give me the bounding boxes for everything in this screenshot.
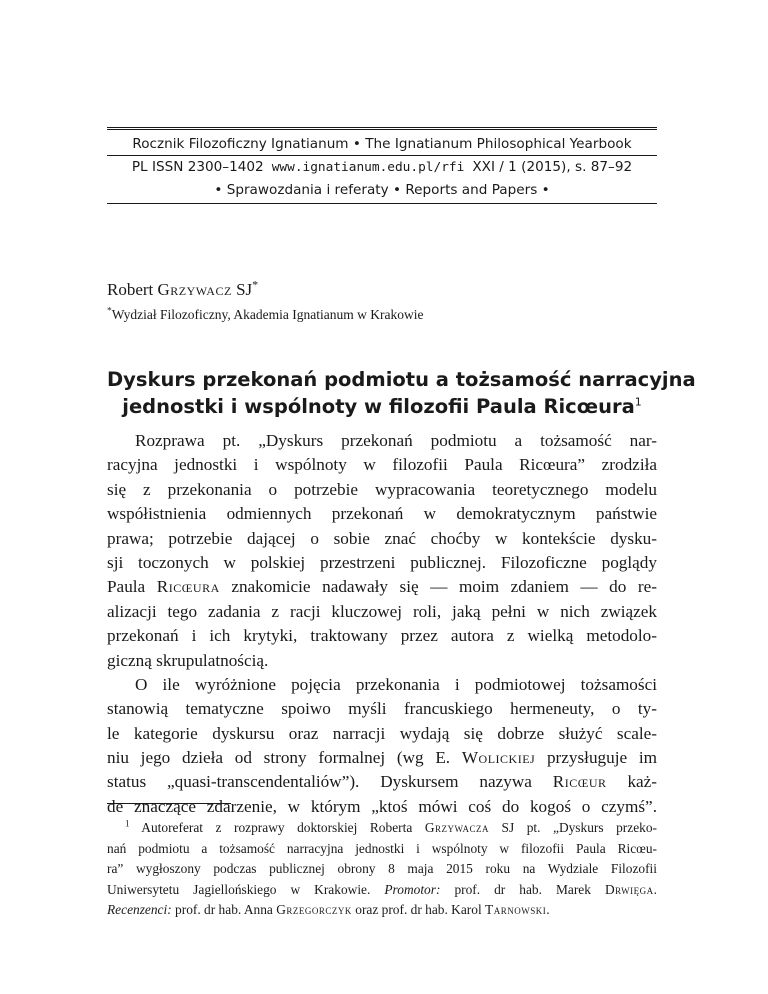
bullet: •: [214, 182, 223, 198]
footnote-line: [107, 880, 657, 901]
author-suffix: SJ: [236, 280, 253, 299]
promotor-label: Promotor:: [384, 881, 441, 897]
text-run: .: [653, 881, 657, 897]
footnote-rule: [107, 803, 231, 804]
text-run: .: [546, 902, 550, 918]
section-en: Reports and Papers: [405, 182, 538, 198]
body-text: [107, 429, 657, 819]
text-run: SJ pt. „Dyskurs przeko-: [501, 820, 657, 835]
paragraph-line: [107, 746, 657, 770]
paragraph-line: le kategorie dyskursu oraz narracji wydają się dobrze służyć scale-: [107, 723, 657, 743]
paragraph-line: giczną skrupulatnością.: [107, 650, 269, 670]
issn-line: [107, 156, 657, 179]
footnote: [107, 818, 657, 921]
section-pl: Sprawozdania i referaty: [226, 182, 389, 198]
paragraph-line: [107, 770, 657, 794]
section-line: [107, 179, 657, 201]
bullet: •: [541, 182, 550, 198]
journal-header: [107, 127, 657, 204]
paragraph-line: współistnienia odmiennych przekonań w demokratycznym państwie: [107, 504, 657, 524]
journal-url[interactable]: www.ignatianum.edu.pl/rfi: [271, 160, 465, 175]
reviewers-label: Recenzenci:: [107, 902, 172, 918]
paragraph-line: przekonań i ich krytyki, traktowany przez autora z wielką metodolo-: [107, 626, 657, 646]
paragraph-line: [107, 575, 657, 599]
bullet: •: [392, 182, 402, 198]
paragraph-line: racyjna jednostki i wspólnoty w filozofii Paula Ricœura” zrodziła: [107, 455, 657, 475]
journal-title-pl: Rocznik Filozoficzny Ignatianum: [132, 136, 349, 152]
person-name: Wolickiej: [461, 748, 536, 768]
author-first-name: Robert: [107, 280, 154, 299]
footnote-line: ra” wygłoszony podczas publicznej obrony 8 maja 2015 roku na Wydziale Filozofii: [107, 861, 657, 877]
person-name: Ricœur: [552, 772, 607, 792]
paragraph-line: O ile wyróżnione pojęcia przekonania i podmiotowej tożsamości: [135, 674, 657, 694]
footnote-line: [107, 818, 657, 839]
title-line-2-text: jednostki i wspólnoty w filozofii Paula Ricœura: [122, 395, 635, 418]
header-top-rule: [107, 127, 657, 130]
text-run: Uniwersytetu Jagiellońskiego w Krakowie.: [107, 881, 371, 897]
title-line-1: Dyskurs przekonań podmiotu a tożsamość narracyjna: [107, 368, 696, 391]
paragraph-line: Rozprawa pt. „Dyskurs przekonań podmiotu a tożsamość nar-: [135, 431, 657, 450]
person-name: Drwięga: [604, 881, 654, 897]
footnote-line: [107, 900, 657, 921]
text-run: niu jego dzieła od strony formalnej (wg E.: [107, 748, 451, 768]
text-run: znakomicie nadawały się — moim zdaniem — do re-: [231, 577, 657, 597]
paragraph-line: się z przekonania o potrzebie wypracowania teoretycznego modelu: [107, 479, 657, 499]
issn: PL ISSN 2300–1402: [131, 159, 264, 175]
footnote-mark: 1: [125, 818, 130, 829]
author-mark: *: [252, 277, 259, 292]
affiliation-mark: *: [107, 306, 112, 317]
journal-title-en: The Ignatianum Philosophical Yearbook: [365, 136, 632, 152]
affiliation: [107, 307, 423, 323]
person-name: Ricœura: [156, 577, 220, 597]
text-run: prof. dr hab. Marek: [454, 881, 591, 897]
person-name: Tarnowski: [485, 902, 547, 918]
author-last-name: Grzywacz: [157, 280, 232, 299]
paragraph-line: alizacji tego zadania z racji kluczowej roli, jaką pełni w nich związek: [107, 601, 657, 621]
bullet: •: [352, 136, 361, 152]
text-run: przysługuje im: [546, 748, 657, 768]
article-title: [107, 366, 696, 420]
paragraph-line: prawa; potrzebie dającej o sobie znać choćby w kontekście dysku-: [107, 528, 657, 548]
text-run: prof. dr hab. Anna: [175, 902, 273, 918]
header-bottom-rule: [107, 203, 657, 204]
footnote-line: nań podmiotu a tożsamość narracyjna jednostki i wspólnoty w filozofii Paula Ricœu-: [107, 840, 657, 856]
volume-pages: XXI / 1 (2015), s. 87–92: [472, 159, 633, 175]
text-run: oraz prof. dr hab. Karol: [355, 902, 482, 918]
text-run: Autoreferat z rozprawy doktorskiej Roberta: [141, 820, 413, 835]
footnote-ref[interactable]: 1: [634, 395, 642, 409]
journal-title-line: [107, 133, 657, 155]
paragraph-line: de znaczące zdarzenie, w którym „ktoś mówi coś do kogoś o czymś”.: [107, 796, 657, 816]
author: [107, 277, 259, 300]
text-run: każ-: [627, 772, 657, 792]
paragraph-line: stanowią tematyczne spoiwo myśli francuskiego hermeneuty, o ty-: [107, 699, 657, 719]
affiliation-text: Wydział Filozoficzny, Akademia Ignatianum w Krakowie: [111, 307, 424, 322]
person-name: Grzegorczyk: [276, 902, 352, 918]
text-run: Paula: [107, 577, 146, 597]
text-run: status „quasi-transcendentaliów”). Dyskursem nazywa: [107, 772, 532, 792]
title-line-2: [107, 393, 657, 420]
paragraph-line: sji toczonych w polskiej przestrzeni publicznej. Filozoficzne poglądy: [107, 552, 657, 572]
person-name: Grzywacza: [424, 820, 489, 835]
